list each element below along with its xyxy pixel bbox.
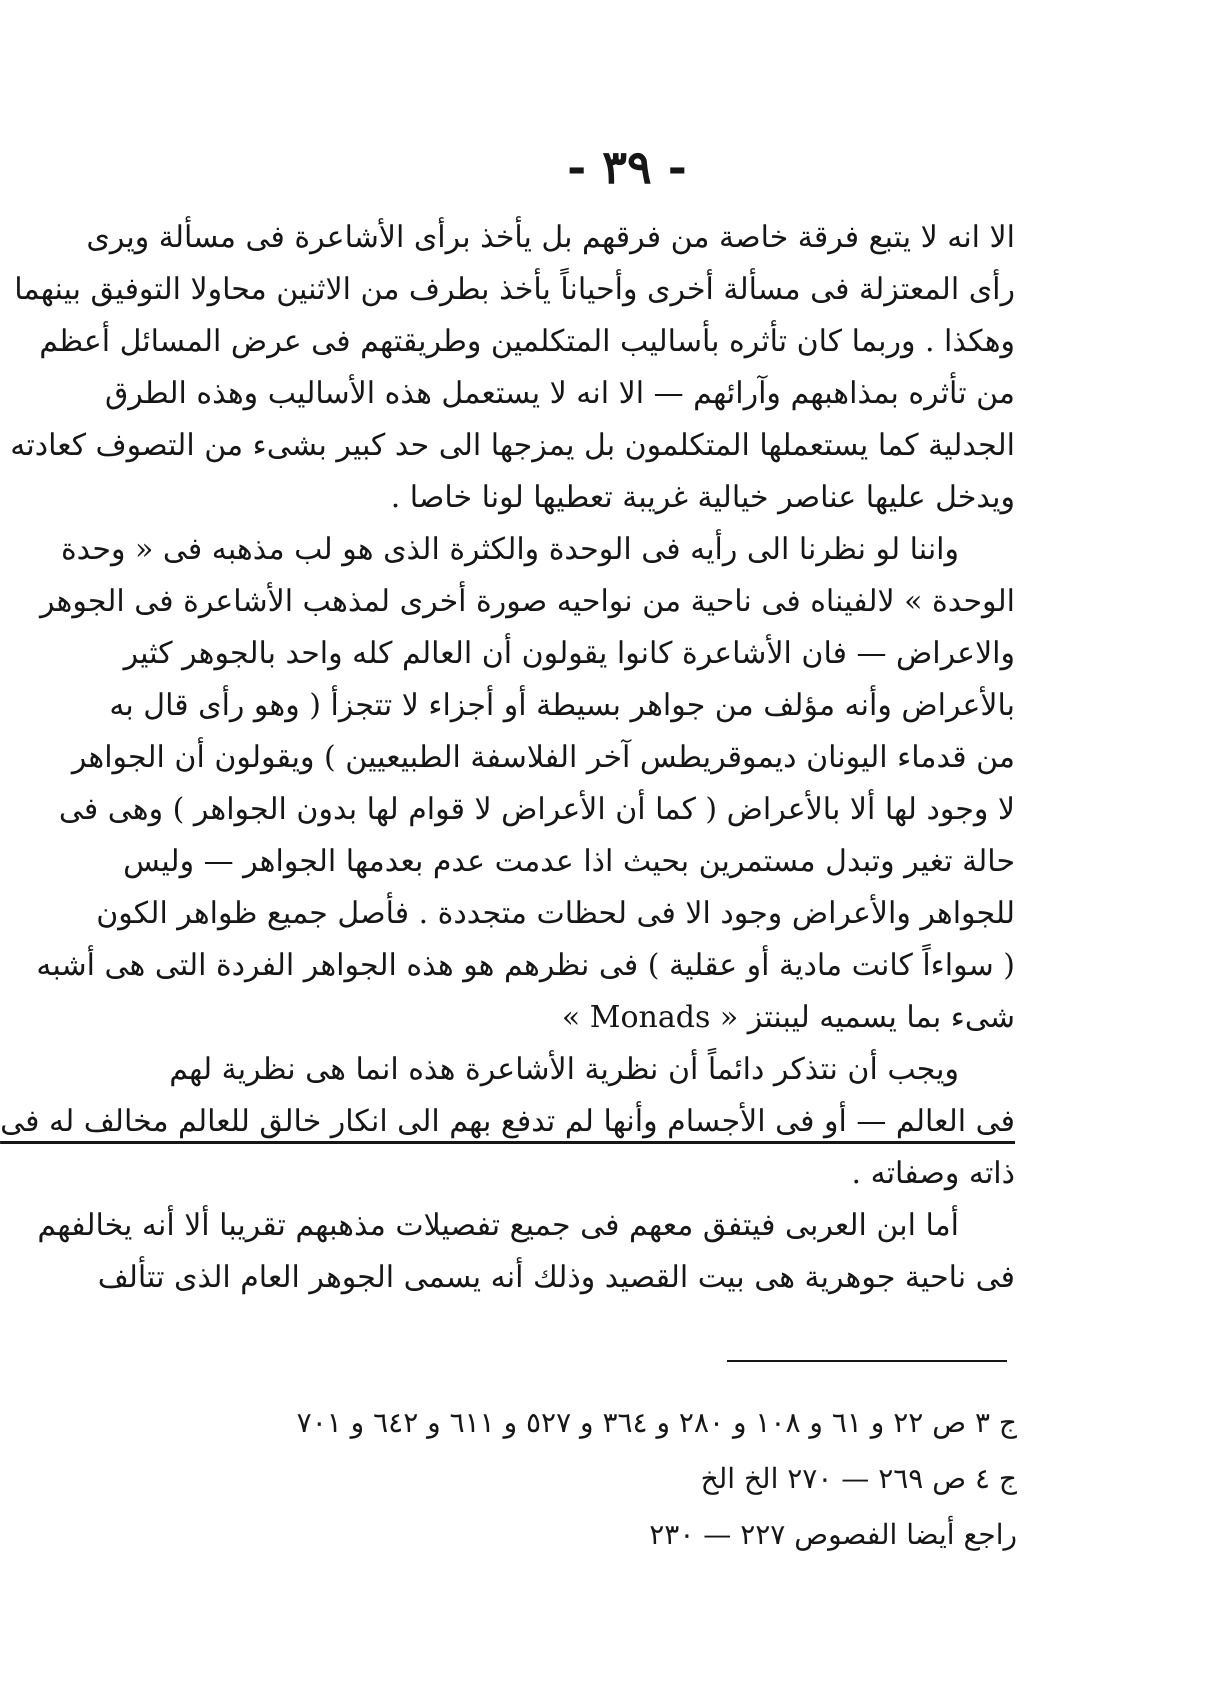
text-line: شىء بما يسميه ليبنتز « Monads » — [561, 1000, 1015, 1035]
text-line: الا انه لا يتبع فرقة خاصة من فرقهم بل يأخذ برأى الأشاعرة فى مسألة ويرى — [86, 220, 1015, 255]
footnotes — [237, 1395, 1017, 1563]
text-line: فى ناحية جوهرية هى بيت القصيد وذلك أنه يسمى الجوهر العام الذى تتألف — [97, 1260, 1015, 1295]
text-line: ويجب أن نتذكر دائماً أن نظرية الأشاعرة هذه انما هى نظرية لهم — [169, 1052, 959, 1087]
text-line: ( سواءاً كانت مادية أو عقلية ) فى نظرهم هو هذه الجواهر الفردة التى هى أشبه — [36, 948, 1015, 983]
page-number: - ٣٩ - — [567, 140, 687, 194]
text-line: من قدماء اليونان ديموقريطس آخر الفلاسفة الطبيعيين ) ويقولون أن الجواهر — [71, 740, 1015, 775]
text-line: بالأعراض وأنه مؤلف من جواهر بسيطة أو أجزاء لا تتجزأ ( وهو رأى قال به — [109, 688, 1015, 723]
body-text — [0, 212, 1015, 1304]
text-line: واننا لو نظرنا الى رأيه فى الوحدة والكثرة الذى هو لب مذهبه فى « وحدة — [60, 532, 959, 567]
text-line: للجواهر والأعراض وجود الا فى لحظات متجددة . فأصل جميع ظواهر الكون — [96, 896, 1015, 931]
footnote-divider — [727, 1360, 1007, 1362]
footnote-line: ج ٣ ص ٢٢ و ٦١ و ١٠٨ و ٢٨٠ و ٣٦٤ و ٥٢٧ و ٦١١ و ٦٤٢ و ٧٠١ — [296, 1406, 1017, 1439]
paragraph-3 — [0, 1044, 1015, 1200]
text-line: الوحدة » لالفيناه فى ناحية من نواحيه صورة أخرى لمذهب الأشاعرة فى الجوهر — [40, 584, 1015, 619]
text-line-underlined: فى العالم — أو فى الأجسام وأنها لم تدفع بهم الى انكار خالق للعالم مخالف له فى — [0, 1104, 1015, 1139]
text-line: والاعراض — فان الأشاعرة كانوا يقولون أن العالم كله واحد بالجوهر كثير — [123, 636, 1015, 671]
paragraph-1 — [10, 212, 1015, 524]
text-line: ذاته وصفاته . — [851, 1156, 1015, 1191]
text-line: وهكذا . وربما كان تأثره بأساليب المتكلمين وطريقتهم فى عرض المسائل أعظم — [39, 324, 1015, 359]
text-line: ويدخل عليها عناصر خيالية غريبة تعطيها لونا خاصا . — [390, 480, 1015, 515]
text-line: الجدلية كما يستعملها المتكلمون بل يمزجها الى حد كبير بشىء من التصوف كعادته — [10, 428, 1015, 463]
text-line: حالة تغير وتبدل مستمرين بحيث اذا عدمت عدم بعدمها الجواهر — وليس — [123, 844, 1015, 879]
text-line: من تأثره بمذاهبهم وآرائهم — الا انه لا يستعمل هذه الأساليب وهذه الطرق — [104, 376, 1015, 411]
footnote-line: ج ٤ ص ٢٦٩ — ٢٧٠ الخ الخ — [700, 1462, 1017, 1495]
paragraph-2 — [36, 524, 1015, 1044]
text-line: رأى المعتزلة فى مسألة أخرى وأحياناً يأخذ بطرف من الاثنين محاولا التوفيق بينهما — [14, 272, 1015, 307]
footnote-line: راجع أيضا الفصوص ٢٢٧ — ٢٣٠ — [649, 1518, 1017, 1551]
text-line: لا وجود لها ألا بالأعراض ( كما أن الأعراض لا قوام لها بدون الجواهر ) وهى فى — [58, 792, 1015, 827]
paragraph-4 — [37, 1200, 1015, 1304]
text-line: أما ابن العربى فيتفق معهم فى جميع تفصيلات مذهبهم تقريبا ألا أنه يخالفهم — [37, 1208, 959, 1243]
